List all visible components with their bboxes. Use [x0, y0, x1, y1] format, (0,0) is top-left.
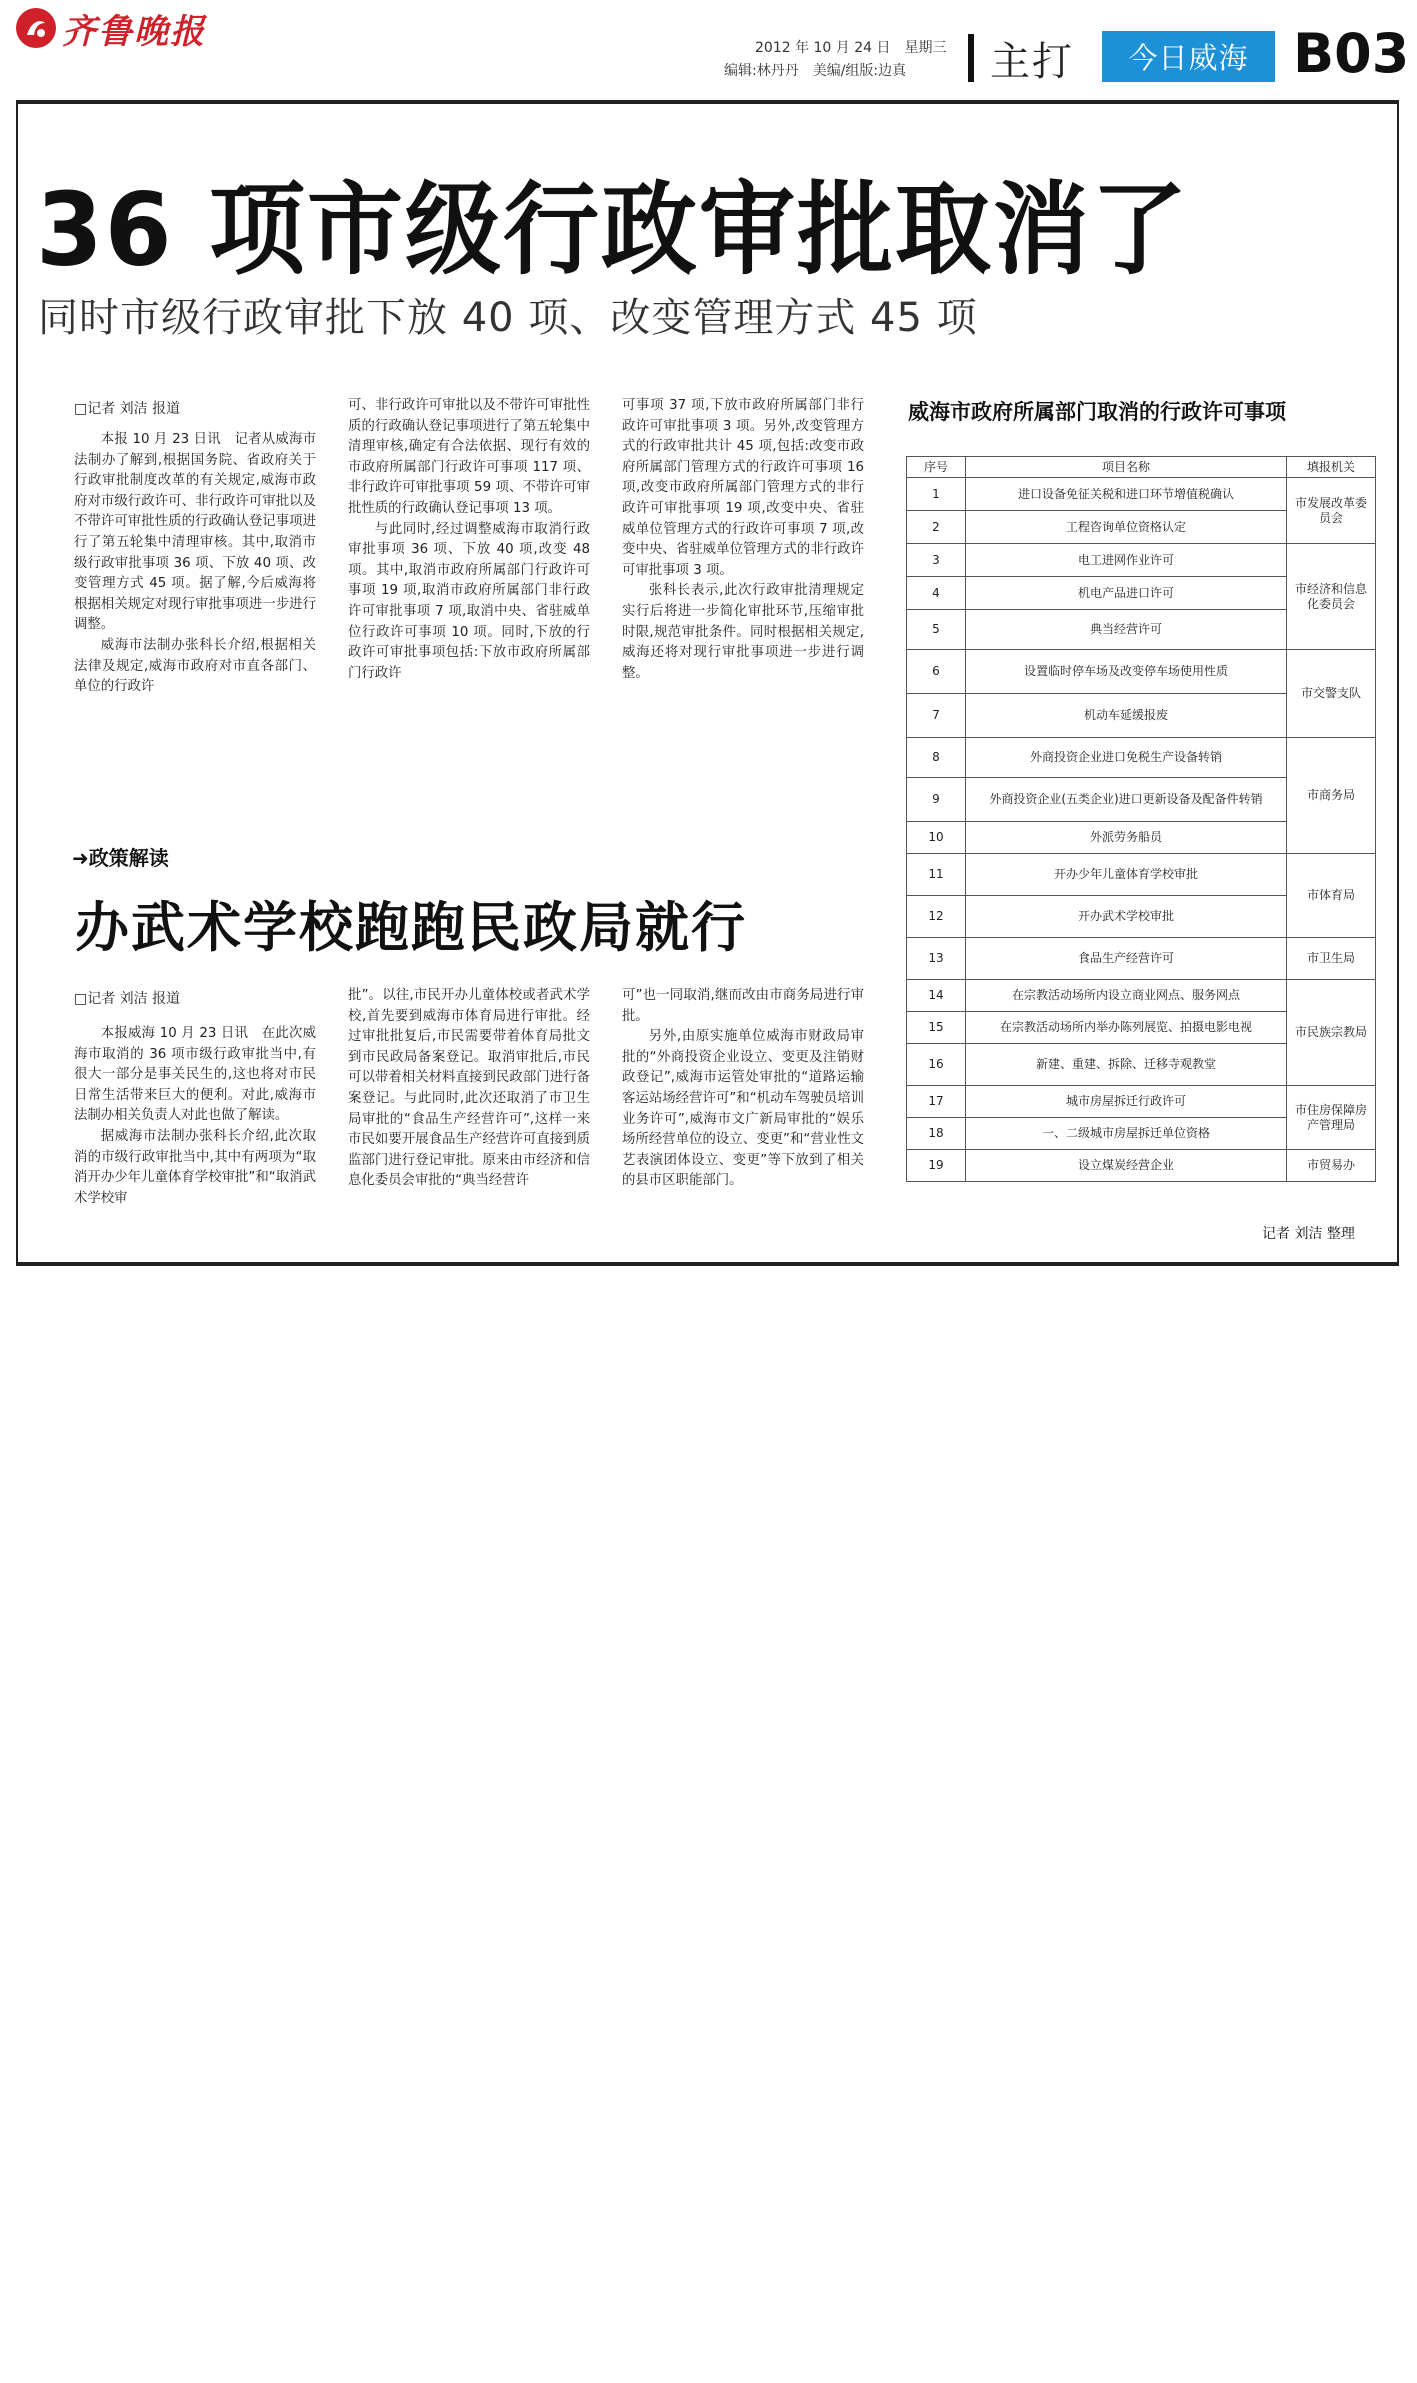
item-name: 典当经营许可 — [966, 610, 1287, 650]
row-number: 1 — [907, 478, 966, 511]
agency-cell: 市民族宗教局 — [1287, 980, 1376, 1086]
paragraph: 据威海市法制办张科长介绍,此次取消的市级行政审批当中,其中有两项为“取消开办少年儿童体育学校审批”和“取消武术学校审 — [74, 1128, 316, 1206]
paragraph: 本报威海 10 月 23 日讯 在此次威海市取消的 36 项市级行政审批当中,有很大一部分是事关民生的,这也将对市民日常生活带来巨大的便利。对此,威海市法制办相关负责人对此也做了解读。 — [74, 1026, 316, 1124]
item-name: 开办少年儿童体育学校审批 — [966, 854, 1287, 896]
row-number: 14 — [907, 980, 966, 1012]
item-name: 食品生产经营许可 — [966, 938, 1287, 980]
row-number: 18 — [907, 1118, 966, 1150]
item-name: 工程咨询单位资格认定 — [966, 511, 1287, 544]
table-row — [907, 938, 1376, 980]
policy-headline: 办武术学校跑跑民政局就行 — [75, 896, 747, 959]
row-number: 11 — [907, 854, 966, 896]
row-number: 17 — [907, 1086, 966, 1118]
column-header: 填报机关 — [1287, 457, 1376, 478]
row-number: 19 — [907, 1150, 966, 1182]
row-number: 2 — [907, 511, 966, 544]
paragraph: 威海市法制办张科长介绍,根据相关法律及规定,威海市政府对市直各部门、单位的行政许 — [74, 637, 316, 695]
item-name: 电工进网作业许可 — [966, 544, 1287, 577]
table-header-row — [907, 457, 1376, 478]
agency-cell: 市发展改革委员会 — [1287, 478, 1376, 544]
row-number: 10 — [907, 822, 966, 854]
paragraph: 可、非行政许可审批以及不带许可审批性质的行政确认登记事项进行了第五轮集中清理审核,确定有合法依据、现行有效的市政府所属部门行政许可事项 117 项、非行政许可审批事项 59 项、不带许可审批性质的行政确认登记事项 13 项。 — [348, 398, 590, 516]
item-name: 设置临时停车场及改变停车场使用性质 — [966, 650, 1287, 694]
lead-byline: □记者 刘洁 报道 — [74, 401, 181, 417]
agency-cell: 市体育局 — [1287, 854, 1376, 938]
lead-column-1 — [74, 430, 316, 698]
agency-cell: 市交警支队 — [1287, 650, 1376, 738]
permits-table — [906, 456, 1376, 1182]
agency-cell: 市住房保障房产管理局 — [1287, 1086, 1376, 1150]
item-name: 城市房屋拆迁行政许可 — [966, 1086, 1287, 1118]
section-type: 主打 — [990, 39, 1074, 85]
table-note: 记者 刘洁 整理 — [1262, 1226, 1355, 1242]
paragraph: 张科长表示,此次行政审批清理规定实行后将进一步简化审批环节,压缩审批时限,规范审批条件。同时根据相关规定,威海还将对现行审批事项进一步进行调整。 — [622, 583, 864, 681]
paragraph: 可”也一同取消,继而改由市商务局进行审批。 — [622, 988, 864, 1024]
policy-tag: ➜政策解读 — [72, 846, 169, 870]
masthead-divider — [968, 34, 974, 82]
item-name: 在宗教活动场所内举办陈列展览、拍摄电影电视 — [966, 1012, 1287, 1044]
agency-cell: 市卫生局 — [1287, 938, 1376, 980]
table-row — [907, 1086, 1376, 1118]
issue-date: 2012 年 10 月 24 日 星期三 — [755, 40, 947, 56]
table-title: 威海市政府所属部门取消的行政许可事项 — [908, 400, 1286, 424]
agency-cell: 市经济和信息化委员会 — [1287, 544, 1376, 650]
table-row — [907, 544, 1376, 577]
lead-subheadline: 同时市级行政审批下放 40 项、改变管理方式 45 项 — [38, 295, 978, 341]
row-number: 12 — [907, 896, 966, 938]
row-number: 4 — [907, 577, 966, 610]
paragraph: 另外,由原实施单位威海市财政局审批的“外商投资企业设立、变更及注销财政登记”,威海市运管处审批的“道路运输客运站场经营许可”和“机动车驾驶员培训业务许可”,威海市文广新局审批的“娱乐场所经营单位的设立、变更”和“营业性文艺表演团体设立、变更”等下放到了相关的县市区职能部门。 — [622, 1029, 864, 1189]
row-number: 16 — [907, 1044, 966, 1086]
item-name: 机电产品进口许可 — [966, 577, 1287, 610]
paragraph: 可事项 37 项,下放市政府所属部门非行政许可审批事项 3 项。另外,改变管理方式的行政审批共计 45 项,包括:改变市政府所属部门管理方式的行政许可事项 16 项,改变市政府所属部门管理方式的非行政许可审批事项 19 项,改变中央、省驻威单位管理方式的行政许可事项 7 项,改变中央、省驻威单位管理方式的非行政许可审批事项 3 项。 — [622, 398, 864, 578]
table-row — [907, 478, 1376, 511]
table-row — [907, 854, 1376, 896]
row-number: 3 — [907, 544, 966, 577]
newspaper-logo — [16, 6, 206, 50]
paragraph: 与此同时,经过调整威海市取消行政审批事项 36 项、下放 40 项,改变 48 项。其中,取消市政府所属部门行政许可事项 19 项,取消市政府所属部门非行政许可审批事项 7 项,取消中央、省驻威单位行政许可事项 10 项。同时,下放的行政许可审批事项包括:下放市政府所属部门行政许 — [348, 521, 590, 681]
paragraph: 批”。以往,市民开办儿童体校或者武术学校,首先要到威海市体育局进行审批。经过审批批复后,市民需要带着体育局批文到市民政局备案登记。取消审批后,市民可以带着相关材料直接到民政部门进行备案登记。与此同时,此次还取消了市卫生局审批的“食品生产经营许可”,这样一来市民如要开展食品生产经营许可直接到质监部门进行登记审批。原来由市经济和信息化委员会审批的“典当经营许 — [348, 988, 590, 1189]
section-name-badge: 今日威海 — [1102, 31, 1275, 82]
editors-credit: 编辑:林丹丹 美编/组版:边真 — [724, 63, 907, 79]
newspaper-emblem-icon — [16, 8, 56, 48]
table-row — [907, 980, 1376, 1012]
paragraph: 本报 10 月 23 日讯 记者从威海市法制办了解到,根据国务院、省政府关于行政审批制度改革的有关规定,威海市政府对市级行政许可、非行政许可审批以及不带许可审批性质的行政确认登记事项进行了第五轮集中清理审核。其中,取消市级行政审批事项 36 项、下放 40 项、改变管理方式 45 项。据了解,今后威海将根据相关规定对现行审批事项进一步进行调整。 — [74, 432, 316, 633]
table-row — [907, 1150, 1376, 1182]
row-number: 5 — [907, 610, 966, 650]
item-name: 一、二级城市房屋拆迁单位资格 — [966, 1118, 1287, 1150]
page-number: B03 — [1293, 22, 1410, 85]
row-number: 6 — [907, 650, 966, 694]
logo-text: 齐鲁晚报 — [62, 11, 206, 52]
policy-column-1 — [74, 1024, 316, 1209]
lead-headline: 36 项市级行政审批取消了 — [36, 171, 1190, 289]
column-header: 序号 — [907, 457, 966, 478]
policy-column-2 — [348, 986, 590, 1192]
row-number: 7 — [907, 694, 966, 738]
table-row — [907, 650, 1376, 694]
row-number: 8 — [907, 738, 966, 778]
item-name: 在宗教活动场所内设立商业网点、服务网点 — [966, 980, 1287, 1012]
row-number: 9 — [907, 778, 966, 822]
item-name: 机动车延缓报废 — [966, 694, 1287, 738]
item-name: 进口设备免征关税和进口环节增值税确认 — [966, 478, 1287, 511]
table-row — [907, 738, 1376, 778]
row-number: 13 — [907, 938, 966, 980]
item-name: 外商投资企业(五类企业)进口更新设备及配备件转销 — [966, 778, 1287, 822]
item-name: 开办武术学校审批 — [966, 896, 1287, 938]
item-name: 外商投资企业进口免税生产设备转销 — [966, 738, 1287, 778]
item-name: 设立煤炭经营企业 — [966, 1150, 1287, 1182]
agency-cell: 市商务局 — [1287, 738, 1376, 854]
agency-cell: 市贸易办 — [1287, 1150, 1376, 1182]
item-name: 外派劳务船员 — [966, 822, 1287, 854]
policy-column-3 — [622, 986, 864, 1192]
lead-column-3 — [622, 396, 864, 684]
row-number: 15 — [907, 1012, 966, 1044]
column-header: 项目名称 — [966, 457, 1287, 478]
item-name: 新建、重建、拆除、迁移寺观教堂 — [966, 1044, 1287, 1086]
lead-column-2 — [348, 396, 590, 684]
policy-byline: □记者 刘洁 报道 — [74, 991, 181, 1007]
